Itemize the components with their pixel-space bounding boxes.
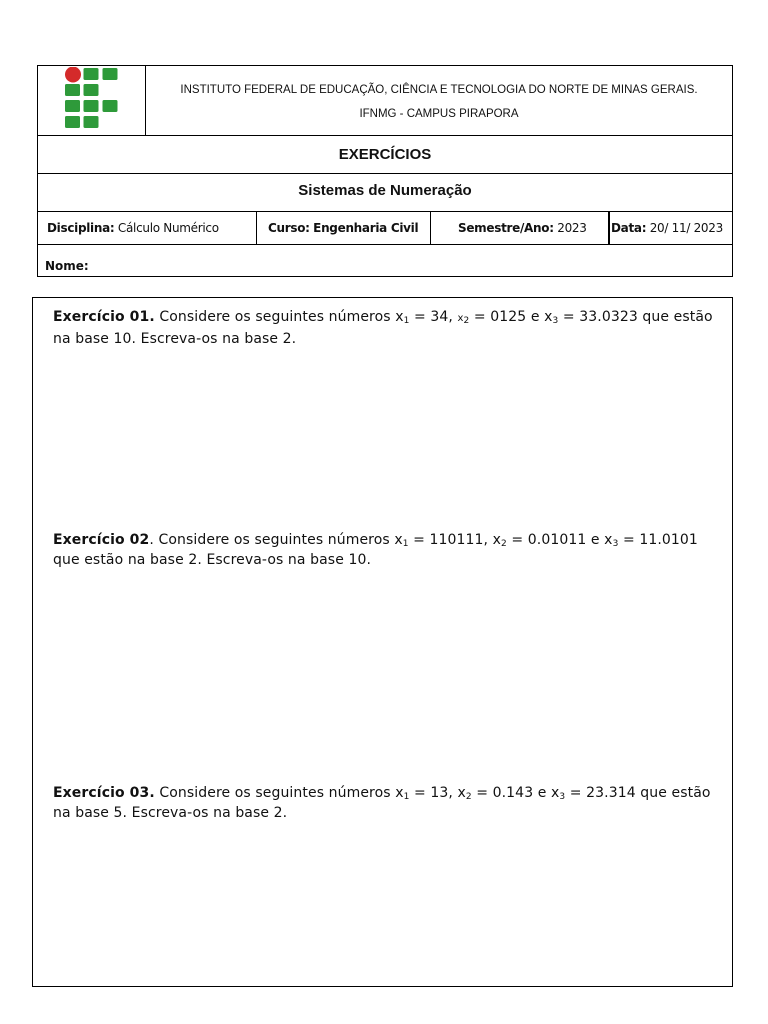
page-subtitle: Sistemas de Numeração bbox=[298, 182, 472, 199]
institution-cell bbox=[146, 66, 732, 135]
info-row bbox=[38, 212, 732, 245]
subscript: 2 bbox=[501, 539, 507, 549]
curso-label: Curso: bbox=[268, 221, 310, 235]
header-table bbox=[37, 65, 733, 277]
exercise-label: Exercício 03. bbox=[53, 785, 155, 801]
subscript: 2 bbox=[465, 792, 472, 802]
disciplina-label: Disciplina: bbox=[47, 221, 115, 235]
exercise-text: x bbox=[457, 313, 464, 324]
exercise-text: = 23.314 que estão na base 5. Escreva-os na base 2. bbox=[53, 785, 711, 821]
semestre-value: 2023 bbox=[557, 221, 587, 235]
subscript: 1 bbox=[403, 792, 410, 802]
data-label: Data: bbox=[611, 221, 647, 235]
subtitle-row bbox=[38, 174, 732, 212]
subscript: 3 bbox=[552, 316, 559, 326]
semestre-label: Semestre/Ano: bbox=[458, 221, 554, 235]
subscript: 2 bbox=[463, 316, 470, 326]
exercise-label: Exercício 02 bbox=[53, 532, 150, 548]
exercise-text: = 34, bbox=[409, 309, 458, 325]
title-row bbox=[38, 136, 732, 174]
exercise-text: = 13, x bbox=[409, 785, 466, 801]
exercise-text: Considere os seguintes números x bbox=[154, 785, 404, 801]
disciplina-value: Cálculo Numérico bbox=[117, 221, 219, 235]
logo-cell bbox=[38, 66, 146, 135]
exercise-01 bbox=[53, 307, 714, 349]
curso-value: Engenharia Civil bbox=[313, 221, 419, 235]
exercise-text: Considere os seguintes números x bbox=[154, 309, 404, 325]
disciplina-cell bbox=[38, 212, 257, 244]
exercise-text: = 0.143 e x bbox=[471, 785, 560, 801]
campus-name: IFNMG - CAMPUS PIRAPORA bbox=[359, 108, 519, 120]
exercise-02 bbox=[53, 530, 714, 570]
semestre-cell bbox=[431, 212, 610, 244]
subscript: 3 bbox=[559, 792, 566, 802]
ifnmg-logo bbox=[65, 67, 121, 131]
exercises-box bbox=[32, 297, 733, 987]
curso-cell bbox=[257, 212, 431, 244]
subscript: 3 bbox=[612, 539, 619, 549]
nome-label: Nome: bbox=[45, 259, 89, 273]
exercise-03 bbox=[53, 783, 714, 823]
header-top-row bbox=[38, 66, 732, 136]
exercise-text: . Considere os seguintes números x bbox=[149, 532, 403, 548]
data-cell bbox=[610, 212, 732, 244]
exercise-text: = 11.0101 que estão na base 2. Escreva-os na base 10. bbox=[53, 532, 698, 568]
institution-name: INSTITUTO FEDERAL DE EDUCAÇÃO, CIÊNCIA E TECNOLOGIA DO NORTE DE MINAS GERAIS. bbox=[180, 84, 698, 96]
name-row bbox=[38, 245, 732, 277]
exercise-text: = 0125 e x bbox=[469, 309, 553, 325]
page-title: EXERCÍCIOS bbox=[338, 146, 432, 163]
exercise-label: Exercício 01. bbox=[53, 309, 155, 325]
data-value: 20/ 11/ 2023 bbox=[649, 221, 723, 235]
exercise-text: = 110111, x bbox=[408, 532, 502, 548]
subscript: 1 bbox=[402, 539, 409, 549]
subscript: 1 bbox=[403, 316, 410, 326]
exercise-text: = 33.0323 que estão na base 10. Escreva-os na base 2. bbox=[53, 309, 713, 347]
exercise-text: = 0.01011 e x bbox=[506, 532, 613, 548]
